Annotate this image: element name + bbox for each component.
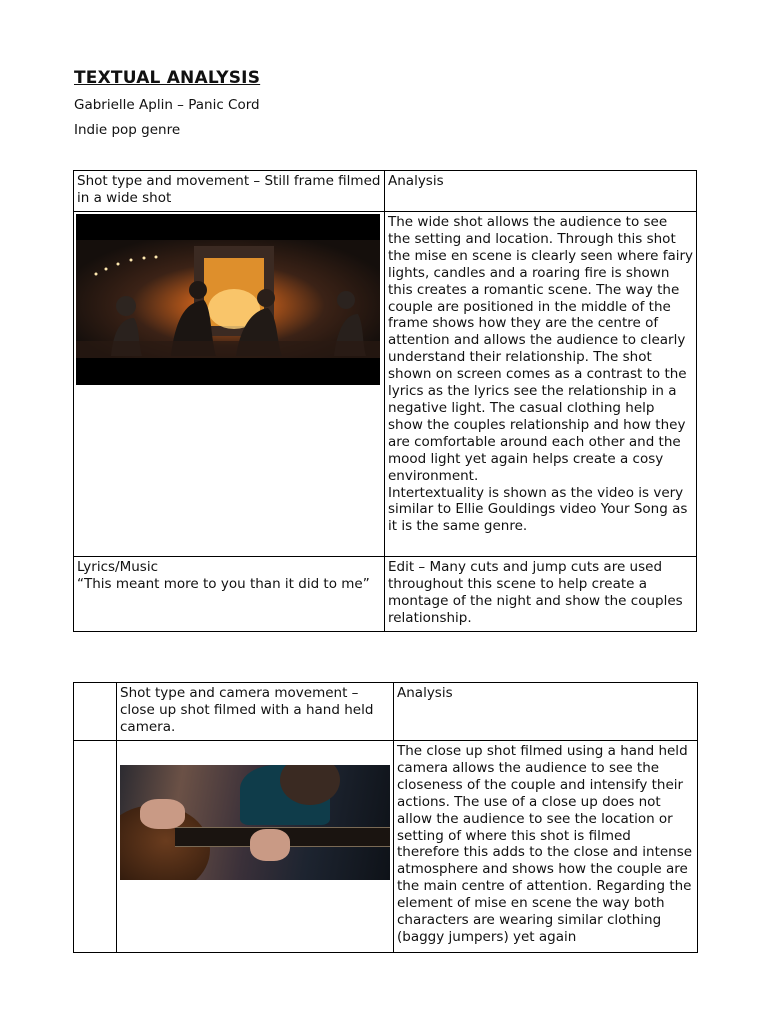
lyrics-cell bbox=[74, 557, 385, 632]
lyrics-quote: “This meant more to you than it did to me” bbox=[77, 575, 370, 592]
analysis-header-2: Analysis bbox=[394, 683, 698, 741]
analysis-table-2 bbox=[73, 682, 698, 953]
guitar-closeup-image bbox=[120, 765, 390, 880]
analysis-cell bbox=[385, 212, 697, 557]
genre-label: Indie pop genre bbox=[74, 122, 181, 138]
lyrics-label: Lyrics/Music bbox=[77, 559, 158, 575]
shot-type-header: Shot type and movement – Still frame filmed in a wide shot bbox=[74, 171, 385, 212]
analysis-paragraph-2: Intertextuality is shown as the video is very similar to Ellie Gouldings video Your Song as it is the same genre. bbox=[388, 484, 688, 535]
empty-cell-bottom bbox=[74, 741, 117, 953]
document-title: TEXTUAL ANALYSIS bbox=[74, 68, 261, 88]
fireplace-still-image bbox=[76, 214, 380, 385]
edit-cell: Edit – Many cuts and jump cuts are used throughout this scene to help create a montage of the night and show the couples relationship. bbox=[385, 557, 697, 632]
analysis-paragraph-1: The wide shot allows the audience to see the setting and location. Through this shot the mise en scene is clearly seen where fairy lights, candles and a roaring fire is shown this creates a romantic scene. The way the couple are positioned in the middle of the frame shows how they are the centre of attention and allows the audience to clearly understand their relationship. The shot shown on screen comes as a contrast to the lyrics as the lyrics see the relationship in a negative light. The casual clothing help show the couples relationship and how they are comfortable around each other and the mood light yet again helps create a cosy environment. bbox=[388, 214, 694, 484]
image-cell-2 bbox=[117, 741, 394, 953]
shot-type-header-2: Shot type and camera movement – close up shot filmed with a hand held camera. bbox=[117, 683, 394, 741]
analysis-table-1 bbox=[73, 170, 697, 632]
image-cell bbox=[74, 212, 385, 557]
analysis-header: Analysis bbox=[385, 171, 697, 212]
empty-cell-top bbox=[74, 683, 117, 741]
song-title: Gabrielle Aplin – Panic Cord bbox=[74, 97, 260, 113]
fireplace-scene-graphic bbox=[76, 214, 380, 385]
analysis-cell-2: The close up shot filmed using a hand held camera allows the audience to see the closeness of the couple and intensify their actions. The use of a close up does not allow the audience to see the location or setting of where this shot is filmed therefore this adds to the close and intense atmosphere and shows how the couple are the main centre of attention. Regarding the element of mise en scene the way both characters are wearing similar clothing (baggy jumpers) yet again bbox=[394, 741, 698, 953]
